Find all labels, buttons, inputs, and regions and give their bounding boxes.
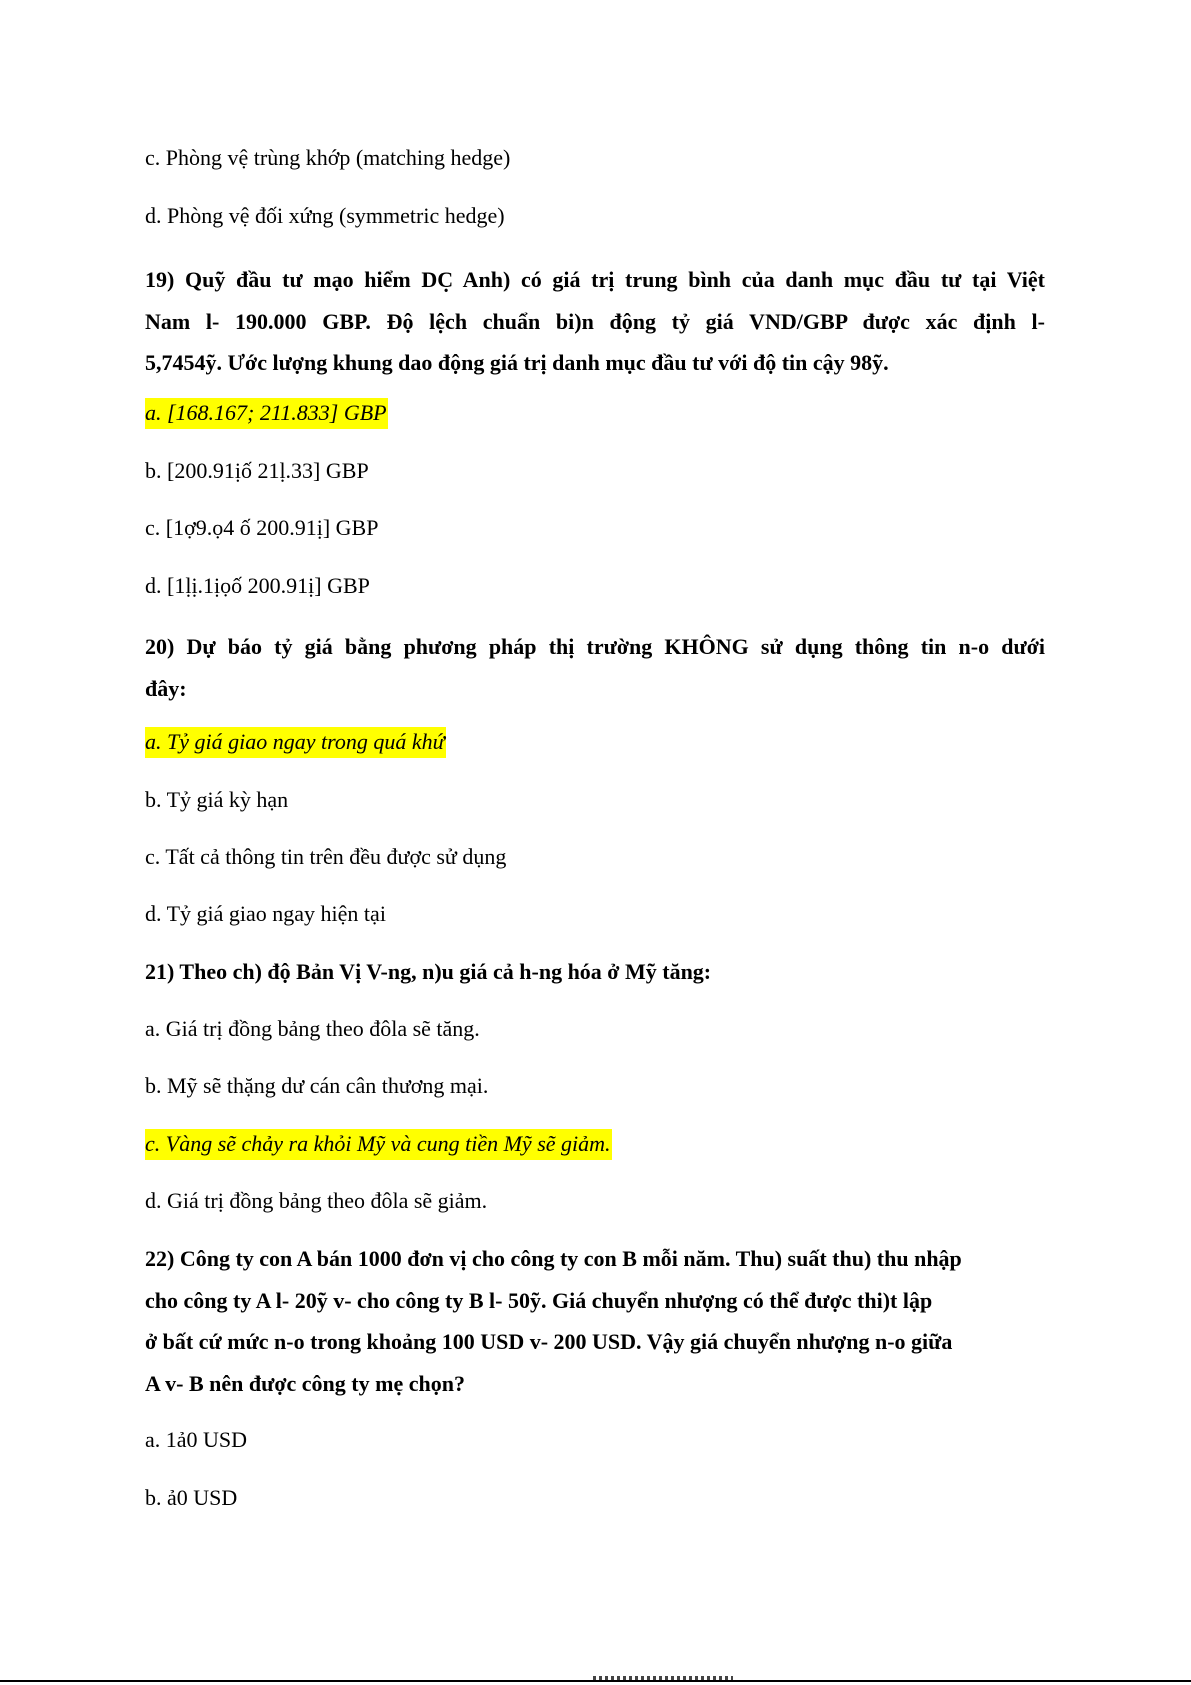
answer-highlight: a. Tỷ giá giao ngay trong quá khứ bbox=[145, 727, 446, 758]
q21-option-b: b. Mỹ sẽ thặng dư cán cân thương mại. bbox=[145, 1073, 489, 1098]
q19-question-line: 19) Quỹ đầu tư mạo hiểm DC̣ Anh) có giá trị trung bình của danh mục đầu tư tại Việt bbox=[145, 267, 1045, 292]
answer-highlight: c. Vàng sẽ chảy ra khỏi Mỹ và cung tiền Mỹ sẽ giảm. bbox=[145, 1129, 612, 1160]
q19-option-d: d. [1ḷị.1ịọố 200.91ị] GBP bbox=[145, 573, 370, 598]
q19-question-line: 5,7454ỹ. Ước lượng khung dao động giá trị danh mục đầu tư với độ tin cậy 98ỹ. bbox=[145, 350, 889, 375]
q22-option-a: a. 1ả0 USD bbox=[145, 1427, 248, 1452]
q20-option-b: b. Tỷ giá kỳ hạn bbox=[145, 787, 289, 812]
q22-question bbox=[145, 1238, 1045, 1404]
q21-option-a: a. Giá trị đồng bảng theo đôla sẽ tăng. bbox=[145, 1016, 480, 1041]
page-bottom-rule bbox=[0, 1680, 1191, 1682]
q20-question bbox=[145, 626, 1045, 709]
q19-option-c: c. [1ợ9.ọ4 ố 200.91ị] GBP bbox=[145, 515, 379, 540]
q20-option-a-answer bbox=[145, 731, 446, 753]
q21-question: 21) Theo ch) độ Bản Vị V-ng, n)u giá cả h-ng hóa ở Mỹ tăng: bbox=[145, 959, 712, 984]
q19-option-a-answer bbox=[145, 402, 388, 424]
q20-option-d: d. Tỷ giá giao ngay hiện tại bbox=[145, 901, 386, 926]
q22-option-b: b. ả0 USD bbox=[145, 1485, 238, 1510]
answer-highlight: a. [168.167; 211.833] GBP bbox=[145, 398, 388, 429]
q20-option-c: c. Tất cả thông tin trên đều được sử dụng bbox=[145, 844, 507, 869]
q22-question-line: 22) Công ty con A bán 1000 đơn vị cho công ty con B mỗi năm. Thu) suất thu) thu nhập bbox=[145, 1246, 962, 1271]
q18-option-c: c. Phòng vệ trùng khớp (matching hedge) bbox=[145, 145, 511, 170]
q21-option-d: d. Giá trị đồng bảng theo đôla sẽ giảm. bbox=[145, 1188, 488, 1213]
q22-question-line: ở bất cứ mức n-o trong khoảng 100 USD v- 200 USD. Vậy giá chuyển nhượng n-o giữa bbox=[145, 1329, 953, 1354]
q22-question-line: A v- B nên được công ty mẹ chọn? bbox=[145, 1370, 465, 1396]
q20-question-line: 20) Dự báo tỷ giá bằng phương pháp thị trường KHÔNG sử dụng thông tin n-o dưới bbox=[145, 634, 1045, 659]
q18-option-d: d. Phòng vệ đối xứng (symmetric hedge) bbox=[145, 203, 505, 228]
q19-question bbox=[145, 259, 1045, 384]
q19-option-b: b. [200.91ịố 21ḷ.33] GBP bbox=[145, 458, 369, 483]
q20-question-line: đây: bbox=[145, 675, 187, 701]
q22-question-line: cho công ty A l- 20ỹ v- cho công ty B l- 50ỹ. Giá chuyển nhượng có thể được thi)t lập bbox=[145, 1287, 933, 1313]
q19-question-line: Nam l- 190.000 GBP. Độ lệch chuẩn bi)n động tỷ giá VND/GBP được xác định l- bbox=[145, 308, 1045, 334]
footer-mark bbox=[593, 1676, 733, 1680]
q21-option-c-answer bbox=[145, 1133, 612, 1155]
